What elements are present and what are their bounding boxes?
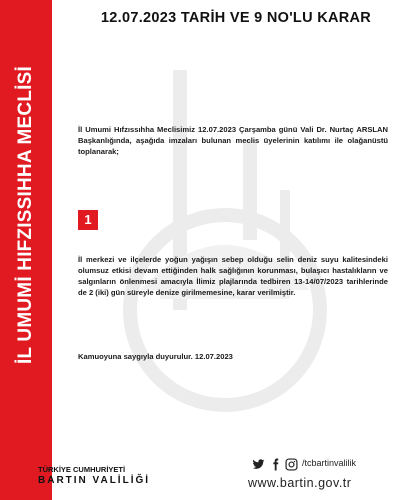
facebook-icon[interactable]: [269, 458, 282, 471]
instagram-icon[interactable]: [285, 458, 298, 471]
social-links: [252, 458, 392, 472]
page-title-box: [86, 10, 386, 26]
page-title: 12.07.2023 TARİH VE 9 NO'LU KARAR: [100, 10, 372, 26]
social-handle[interactable]: /tcbartinvalilik: [302, 458, 357, 468]
watermark-logo: [100, 60, 350, 420]
decision-number-badge: 1: [78, 210, 98, 230]
governorship-logo: [10, 455, 151, 495]
logo-line-governorship: BARTIN VALİLİĞİ: [38, 475, 151, 486]
decision-paragraph: İl merkezi ve ilçelerde yoğun yağışın sebep olduğu selin deniz suyu kalitesindeki olumsuz etkisi devam ettiğinden halk sağlığının korunması, bulaşıcı hastalıkların ve salgınların önlenmesi amacıyla İlimiz plajlarında tedbiren 13-14/07/2023 tarihlerinde de 2 (iki) gün süreyle denize girilmemesine, karar verilmiştir.: [78, 255, 388, 297]
logo-line-republic: TÜRKİYE CUMHURİYETİ: [38, 465, 126, 474]
governorship-emblem-icon: [10, 455, 32, 489]
intro-paragraph: İl Umumi Hıfzıssıhha Meclisimiz 12.07.2023 Çarşamba günü Vali Dr. Nurtaç ARSLAN Başkanlığında, aşağıda imzaları bulunan meclis üyelerinin katılımı ile olağanüstü toplanarak;: [78, 125, 388, 156]
website-link[interactable]: www.bartin.gov.tr: [248, 476, 352, 490]
twitter-icon[interactable]: [252, 458, 265, 471]
sidebar-banner: [0, 0, 52, 500]
sidebar-title: İL UMUMİ HIFZISSIHHA MECLİSİ: [15, 66, 36, 364]
closing-line: Kamuoyuna saygıyla duyurulur. 12.07.2023: [78, 352, 233, 361]
